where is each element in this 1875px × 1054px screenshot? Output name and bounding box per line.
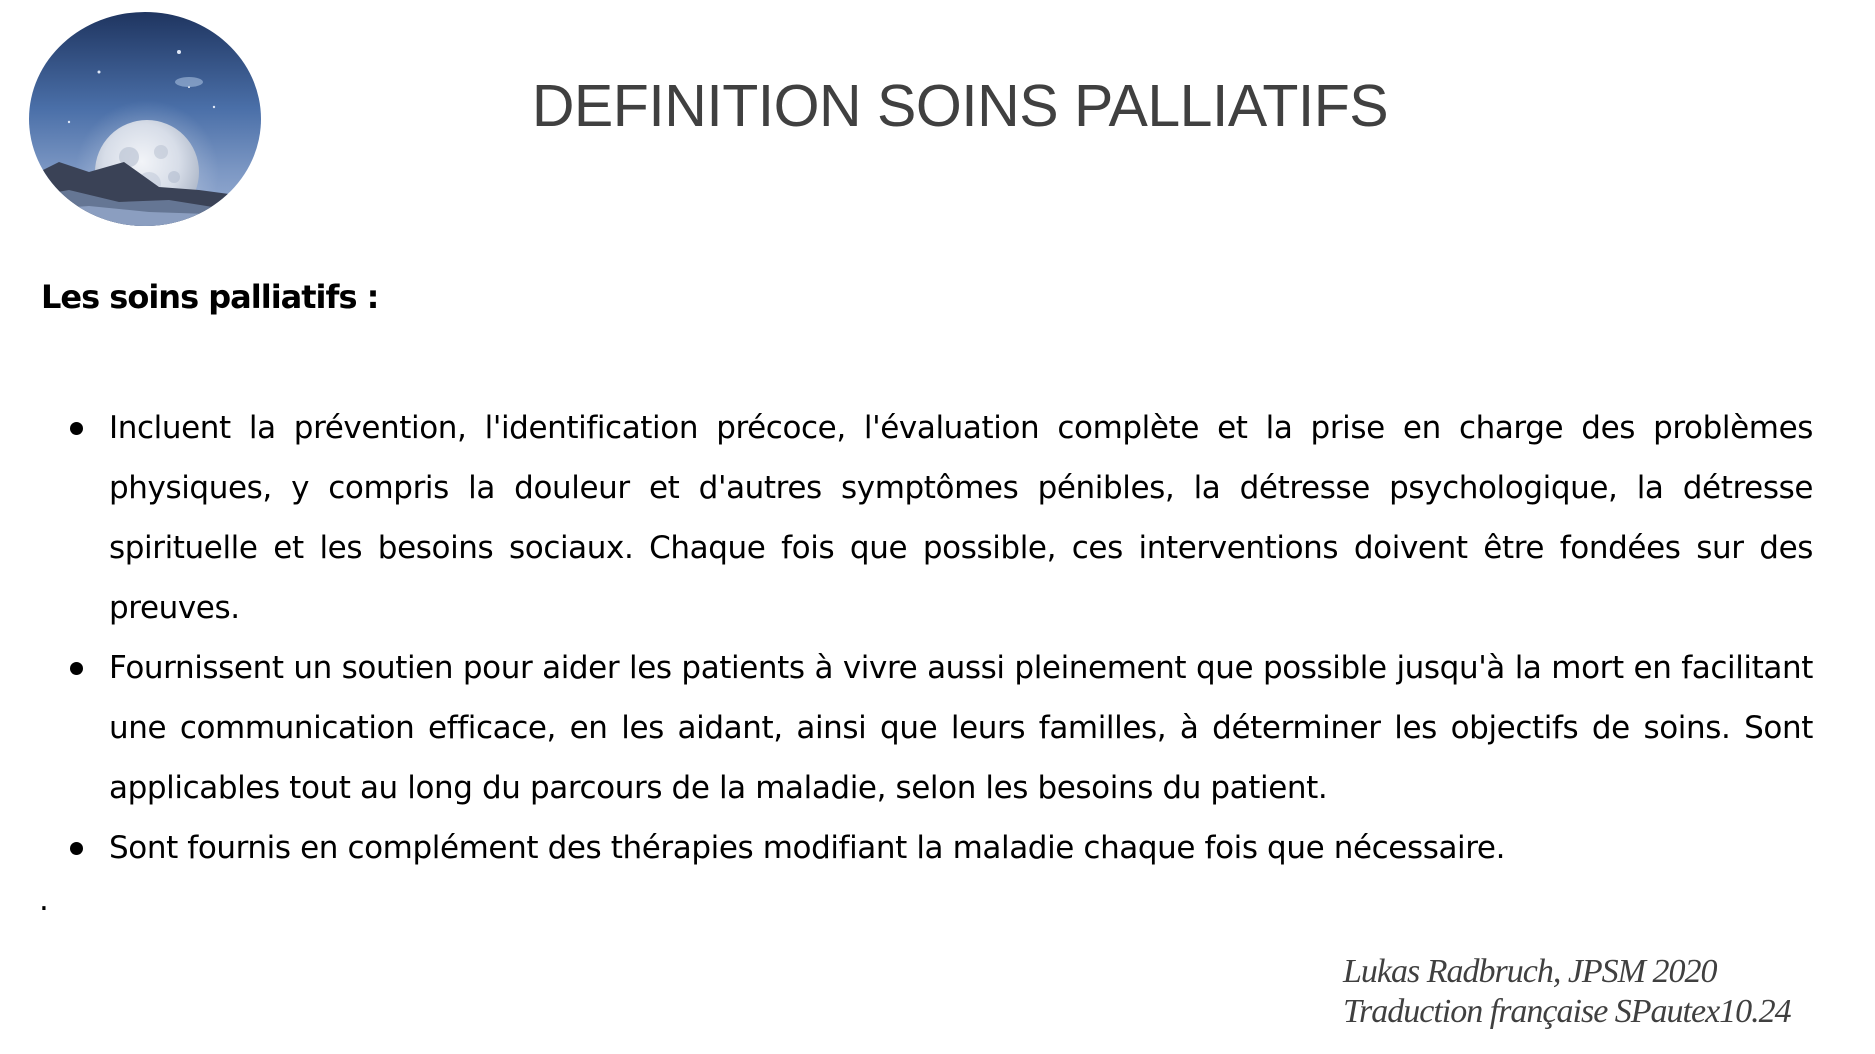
list-item-text: Sont fournis en complément des thérapies modifiant la maladie chaque fois que nécessaire. [109, 830, 1506, 866]
stray-period: . [39, 882, 49, 918]
citation-translation: Traduction française SPautex10.24 [1343, 993, 1791, 1030]
list-item [109, 638, 1813, 818]
list-item-text: Fournissent un soutien pour aider les patients à vivre aussi pleinement que possible jusqu'à la mort en facilitant une communication efficace, en les aidant, ainsi que leurs familles, à déterminer les objectifs de soins. Sont applicables tout au long du parcours de la maladie, selon les besoins du patient. [109, 650, 1813, 806]
list-item [109, 398, 1813, 638]
bullet-icon [70, 662, 83, 675]
bullet-icon [70, 842, 83, 855]
bullet-list [0, 398, 1875, 878]
citation [1343, 952, 1791, 1032]
list-item [109, 818, 1813, 878]
bullet-icon [70, 422, 83, 435]
list-item-text: Incluent la prévention, l'identification précoce, l'évaluation complète et la prise en charge des problèmes physiques, y compris la douleur et d'autres symptômes pénibles, la détresse psychologique, la détresse spirituelle et les besoins sociaux. Chaque fois que possible, ces interventions doivent être fondées sur des preuves. [109, 410, 1813, 626]
slide-title: DEFINITION SOINS PALLIATIFS [531, 73, 1389, 139]
citation-author: Lukas Radbruch, JPSM 2020 [1343, 953, 1717, 990]
intro-heading: Les soins palliatifs : [41, 278, 379, 316]
